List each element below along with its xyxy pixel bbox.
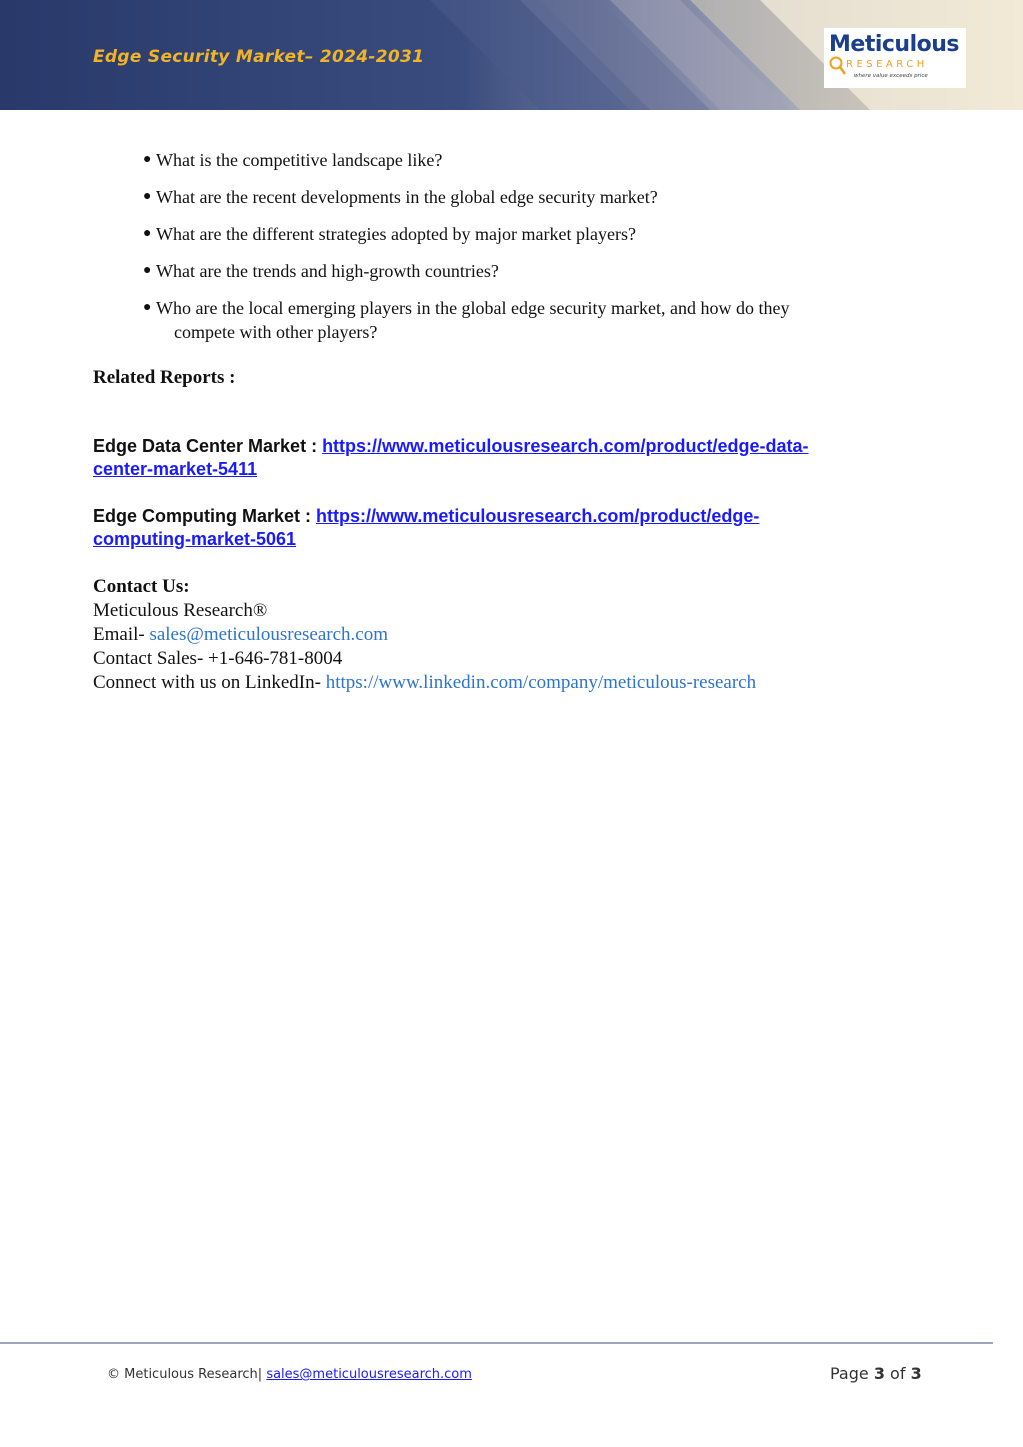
list-item: ● What are the recent developments in the global edge security market?	[143, 187, 658, 207]
list-item: ● What are the different strategies adopted by major market players?	[143, 224, 636, 244]
question-list	[140, 148, 900, 357]
report-label: Edge Data Center Market :	[93, 436, 323, 456]
bullet-icon: ●	[143, 152, 152, 167]
footer-copyright: © Meticulous Research| sales@meticulousresearch.com	[107, 1367, 472, 1382]
contact-section	[93, 575, 756, 695]
list-item: ● Who are the local emerging players in the global edge security market, and how do they compete with other players?	[143, 298, 790, 342]
footer-divider	[0, 1342, 993, 1344]
related-report-edge-data-center	[93, 435, 913, 481]
contact-company: Meticulous Research®	[93, 600, 268, 621]
contact-linkedin-line: Connect with us on LinkedIn- https://www.linkedin.com/company/meticulous-research	[93, 672, 757, 693]
logo-tagline: where value exceeds price	[854, 73, 928, 79]
header-title: Edge Security Market– 2024-2031	[93, 47, 425, 67]
company-logo	[824, 28, 966, 88]
page-header	[0, 0, 1023, 110]
contact-phone: Contact Sales- +1-646-781-8004	[93, 648, 343, 669]
page-number: Page 3 of 3	[830, 1364, 922, 1383]
logo-subtitle: RESEARCH	[846, 59, 928, 70]
footer-email-link[interactable]: sales@meticulousresearch.com	[266, 1367, 472, 1382]
report-label: Edge Computing Market :	[93, 506, 317, 526]
bullet-icon: ●	[143, 226, 152, 241]
bullet-icon: ●	[143, 300, 152, 315]
magnifier-icon	[828, 56, 846, 76]
contact-email-line: Email- sales@meticulousresearch.com	[93, 624, 389, 645]
contact-email-link[interactable]: sales@meticulousresearch.com	[149, 624, 389, 645]
logo-wordmark: Meticulous	[829, 32, 959, 57]
related-report-edge-computing	[93, 505, 913, 551]
bullet-icon: ●	[143, 263, 152, 278]
related-reports-heading: Related Reports :	[93, 367, 236, 388]
report-link[interactable]: https://www.meticulousresearch.com/product/edge-data- center-market-5411	[93, 436, 809, 479]
bullet-icon: ●	[143, 189, 152, 204]
list-item: ● What are the trends and high-growth countries?	[143, 261, 499, 281]
list-item: ● What is the competitive landscape like?	[143, 150, 443, 170]
contact-heading: Contact Us:	[93, 576, 190, 597]
report-link[interactable]: https://www.meticulousresearch.com/product/edge- computing-market-5061	[93, 506, 760, 549]
linkedin-link[interactable]: https://www.linkedin.com/company/meticulous-research	[325, 672, 757, 693]
